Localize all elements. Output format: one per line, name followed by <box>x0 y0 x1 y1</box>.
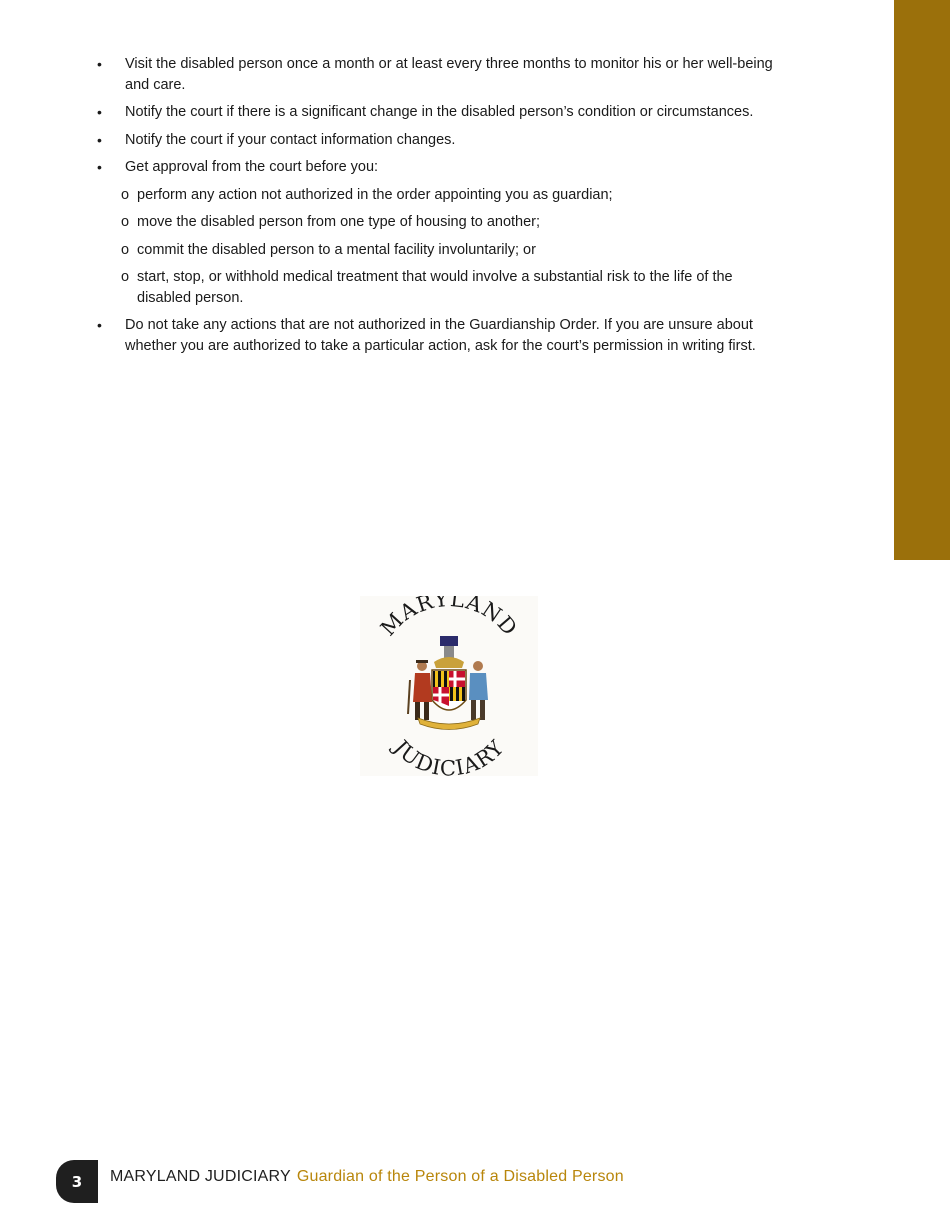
maryland-judiciary-seal <box>360 596 538 776</box>
bullet-icon: • <box>97 317 102 333</box>
sub-list-item <box>109 212 786 233</box>
list-item-text: Do not take any actions that are not authorized in the Guardianship Order. If you are unsure about whether you are authorized to take a particular action, ask for the court’s permission in writing first. <box>125 317 756 354</box>
bullet-list <box>96 54 786 356</box>
side-color-tab <box>894 0 950 560</box>
footer-org-name: MARYLAND JUDICIARY <box>110 1168 291 1185</box>
sub-bullet-icon: o <box>121 186 130 203</box>
sub-list-item-text: perform any action not authorized in the order appointing you as guardian; <box>137 186 613 203</box>
seal-bottom-text: JUDICIARY <box>388 735 510 776</box>
sub-list-item-text: move the disabled person from one type of housing to another; <box>137 214 541 230</box>
footer-document-title: Guardian of the Person of a Disabled Person <box>296 1168 624 1185</box>
sub-list-item <box>109 240 786 261</box>
list-item <box>96 130 786 151</box>
list-item-text: Visit the disabled person once a month or at least every three months to monitor his or her well-being and care. <box>125 56 773 93</box>
footer <box>110 1168 624 1186</box>
sub-list-item-text: start, stop, or withhold medical treatment that would involve a substantial risk to the life of the disabled person. <box>137 269 733 306</box>
sub-list-item-text: commit the disabled person to a mental facility involuntarily; or <box>137 241 536 258</box>
sub-bullet-icon: o <box>121 241 130 258</box>
sub-list-item <box>109 267 786 308</box>
bullet-icon: • <box>97 159 102 175</box>
sub-bullet-icon: o <box>121 214 130 230</box>
list-item <box>96 315 786 356</box>
list-item-text: Notify the court if there is a significant change in the disabled person’s condition or circumstances. <box>125 104 754 120</box>
list-item-text: Get approval from the court before you: <box>125 159 379 175</box>
bullet-icon: • <box>97 104 102 120</box>
maryland-seal-icon <box>360 596 538 776</box>
bullet-icon: • <box>97 131 102 148</box>
list-item <box>96 102 786 123</box>
list-item <box>96 54 786 95</box>
sub-list-item <box>109 185 786 206</box>
list-item <box>96 157 786 308</box>
seal-top-text: MARYLAND <box>375 596 523 641</box>
list-item-text: Notify the court if your contact information changes. <box>125 131 456 148</box>
guardian-duties-list <box>96 54 786 363</box>
sub-list <box>121 185 786 309</box>
bullet-icon: • <box>97 56 102 72</box>
sub-bullet-icon: o <box>121 269 130 285</box>
page-number: 3 <box>56 1160 98 1203</box>
